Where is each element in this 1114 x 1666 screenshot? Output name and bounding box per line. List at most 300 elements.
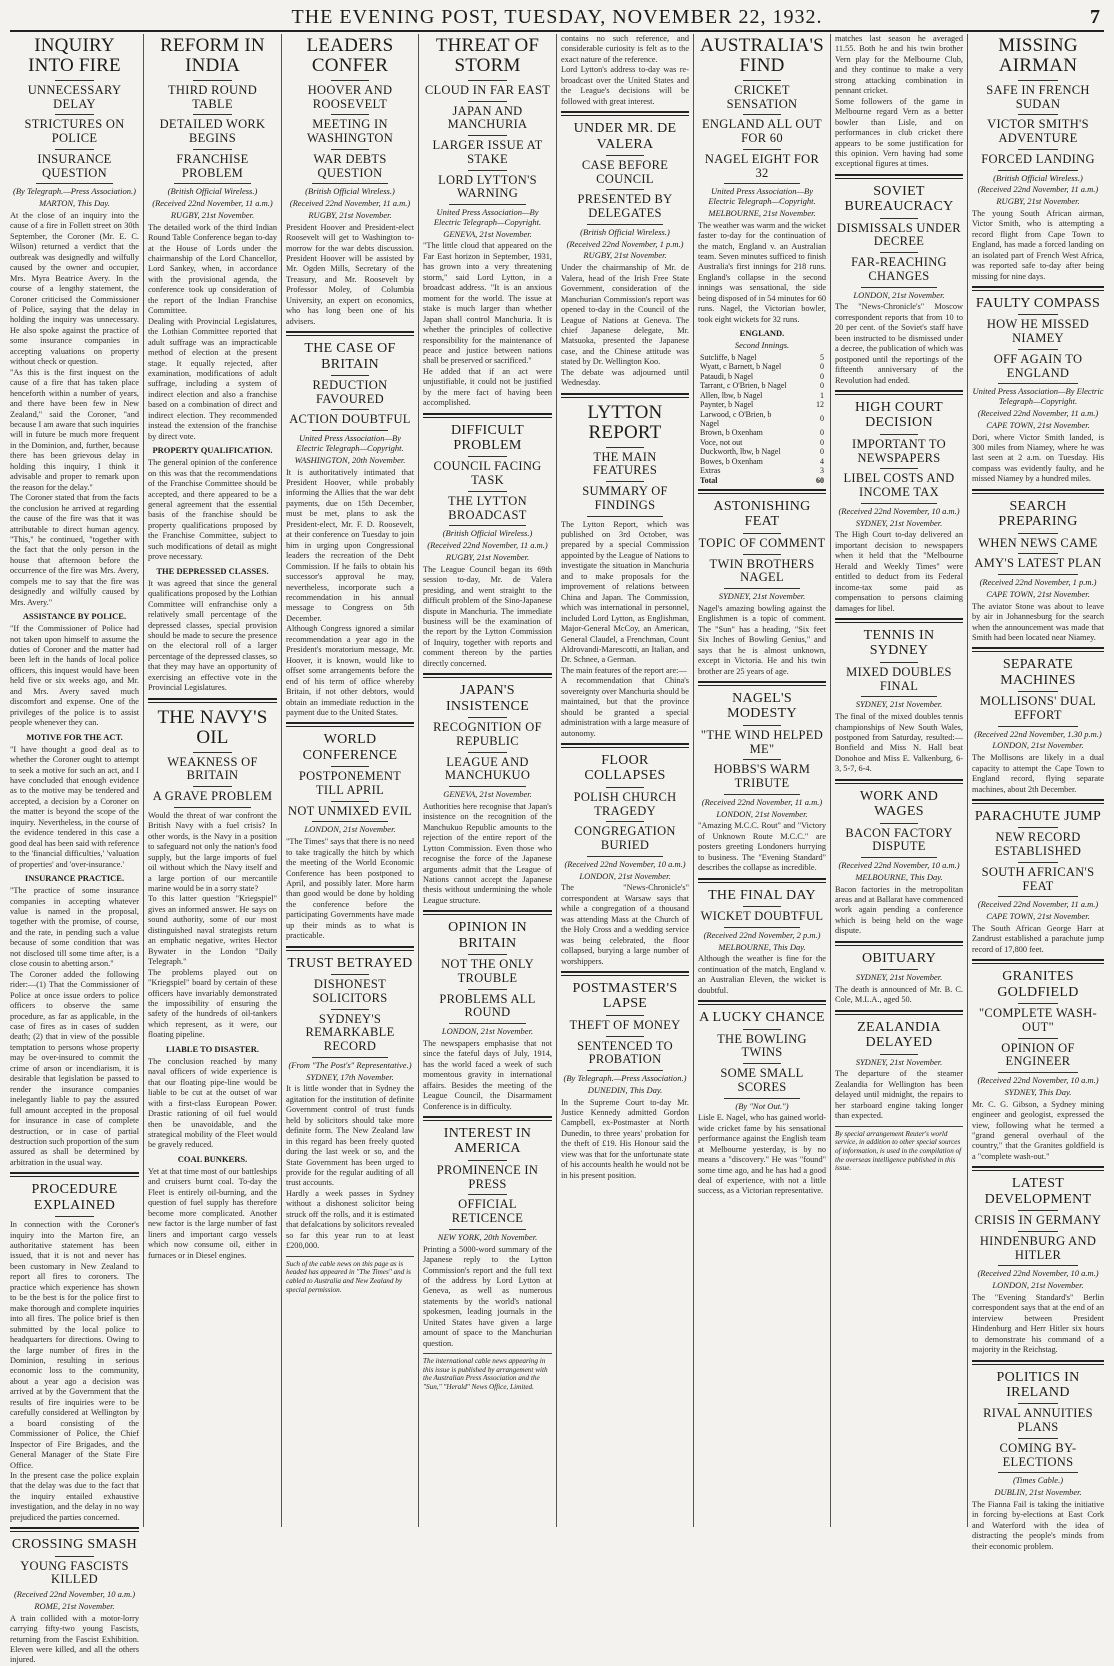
received-line: (Received 22nd November, 11 a.m.) <box>289 198 411 209</box>
paragraph: In connection with the Coroner's inquiry into the Marton fire, an authoritative statement has been issued, that it is not and never has been customary in New Zealand to report all fires to coroners. The practice which experience has shown to be the best is for the police first to make thorough and complete inquiries into all fires. The police brief is then submitted by the local police to headquarters for directions. Owing to the large number of fires in the Dominion, resulting in serious economic loss to the community, about a year ago a decision was arrived at by the Government that the results of fire inquiries were to be carefully considered at Wellington by a board consisting of the Commissioner of Police, the Chief Inspector of Fire Brigades, and the General Manager of the State Fire Office. <box>10 1220 139 1470</box>
paragraph: The "Evening Standard's" Berlin correspondent says that at the end of an interview between President Hindenburg and Herr Hitler six hours to demonstrate his command of a majority in the Reichstag. <box>972 1292 1104 1355</box>
subheading: THE DEPRESSED CLASSES. <box>156 565 269 576</box>
dateline: GENEVA, 21st November. <box>443 789 532 800</box>
paragraph: Would the threat of war confront the British Navy with a fuel crisis? In other words, is the Navy in a position to safeguard not only the nation's food supply, but the large imports of fuel oil without which the Navy itself and a large portion of our mercantile marine would be in a sorry state? <box>148 810 277 893</box>
subheading: COAL BUNKERS. <box>177 1153 248 1164</box>
scorecard-table <box>698 353 826 485</box>
article-parachute-jump <box>972 809 1104 955</box>
credit: (British Official Wireless.) <box>305 186 395 197</box>
deck: PROMINENCE IN PRESS <box>436 1162 539 1191</box>
deck: RIVAL ANNUITIES PLANS <box>983 1406 1093 1435</box>
table-row <box>698 466 826 475</box>
deck: COUNCIL FACING TASK <box>433 459 542 488</box>
headline: GRANITES GOLDFIELD <box>997 969 1079 1000</box>
dateline: MARTON, This Day. <box>39 198 110 209</box>
column-8 <box>967 34 1108 1551</box>
paragraph: The conclusion reached by many naval officers of wide experience is that our floating pipe-line would be liable to be cut at the outset of war with a first-class European Power. Drastic rationing of oil fuel would then be unavoidable, and the strategical mobility of the Fleet would be gravely reduced. <box>148 1056 277 1150</box>
runs: 5 <box>820 352 824 362</box>
dateline: MELBOURNE, This Day. <box>855 871 943 882</box>
credit: (From "The Post's" Representative.) <box>288 1059 412 1070</box>
deck: POSTPONEMENT TILL APRIL <box>298 769 402 797</box>
subheading: ASSISTANCE BY POLICE. <box>22 611 127 622</box>
article-the-navys-oil <box>148 708 277 1261</box>
credit: (By Telegraph.—Press Association.) <box>13 186 136 197</box>
subheading: INSURANCE PRACTICE. <box>24 873 125 884</box>
dateline: DUBLIN, 21st November. <box>994 1487 1082 1498</box>
paragraph: Dori, where Victor Smith landed, is 300 miles from Niamey, where he was last seen at 2 a.m. on Tuesday. His compass was evidently faulty, and he missed Niamey by a hundred miles. <box>972 432 1104 484</box>
paragraph: The League Council began its 69th session to-day, Mr. de Valera presiding, and went straight to the difficult problem of the Sino-Japanese dispute in Manchuria. The immediate business will be the examination of the report by the Lytton Commission of Inquiry, together with reports and comment thereon by the parties directly concerned. <box>423 564 552 668</box>
received-line: (Received 22nd November, 1.30 p.m.) <box>974 728 1102 739</box>
article-astonishing-feat <box>698 499 826 677</box>
received-line: (Received 22nd November, 1 p.m.) <box>979 577 1097 588</box>
received-line: (Received 22nd November, 10 a.m.) <box>564 858 686 869</box>
dateline: SYDNEY, 21st November. <box>855 699 943 710</box>
headline: ASTONISHING FEAT <box>713 499 811 530</box>
article-work-and-wages <box>835 789 963 937</box>
received-line: (Received 22nd November, 11 a.m.) <box>977 408 1099 419</box>
deck: SOUTH AFRICAN'S FEAT <box>981 864 1095 893</box>
dateline: RUGBY, 21st November. <box>170 209 255 220</box>
dateline: SYDNEY, 17th November. <box>306 1071 394 1082</box>
dateline: LONDON, 21st November. <box>304 824 396 835</box>
deck: SAFE IN FRENCH SUDAN <box>986 82 1090 111</box>
dateline: MELBOURNE, This Day. <box>718 941 806 952</box>
deck: INSURANCE QUESTION <box>37 151 112 180</box>
paragraph: He added that if an act were unjustifiable, it could not be justified by the mere fact of having been accomplished. <box>423 366 552 408</box>
scorecard-title: ENGLAND. <box>739 328 785 339</box>
dateline: NEW YORK, 20th November. <box>437 1231 538 1242</box>
subheading: MOTIVE FOR THE ACT. <box>26 731 123 742</box>
deck: STRICTURES ON POLICE <box>24 117 125 146</box>
headline: A LUCKY CHANCE <box>699 1010 825 1026</box>
received-line: (Received 22nd November, 10 a.m.) <box>838 860 960 871</box>
headline: AUSTRALIA'S FIND <box>700 35 824 76</box>
deck: THEFT OF MONEY <box>569 1017 681 1032</box>
deck: VICTOR SMITH'S ADVENTURE <box>987 117 1089 146</box>
batsman: Extras <box>700 466 721 476</box>
deck: TWIN BROTHERS NAGEL <box>709 556 815 585</box>
footnote: The international cable news appearing in this issue is published by arrangement with the Australian Press Association and the "Sun," "Herald" News Office, Limited. <box>423 1353 552 1392</box>
deck: SYDNEY'S REMARKABLE RECORD <box>305 1011 395 1054</box>
headline: HIGH COURT DECISION <box>854 400 944 431</box>
deck: MEETING IN WASHINGTON <box>306 117 394 146</box>
table-row <box>698 362 826 371</box>
newspaper-title: THE EVENING POST, TUESDAY, NOVEMBER 22, 1932. <box>291 6 823 28</box>
batsman: Duckworth, lbw, b Nagel <box>700 447 781 457</box>
footnote: By special arrangement Reuter's world service, in addition to other special sources of information, is used in the compilation of the overseas intelligence published in this issue. <box>835 1126 963 1173</box>
deck: ACTION DOUBTFUL <box>289 412 411 427</box>
received-line: (Received 22nd November, 10 a.m.) <box>977 1075 1099 1086</box>
headline: TENNIS IN SYDNEY <box>863 628 935 659</box>
article-politics-in-ireland <box>972 1370 1104 1553</box>
dateline: ROME, 21st November. <box>34 1600 115 1611</box>
deck: FORCED LANDING <box>981 151 1095 166</box>
paragraph: The departure of the steamer Zealandia for Wellington has been delayed until midnight, the repairs to her starboard engine taking longer than expected. <box>835 1069 963 1121</box>
article-japans-insistence <box>423 683 552 906</box>
table-row-total <box>698 476 826 485</box>
article-inquiry-into-fire <box>10 36 139 1168</box>
headline: SEARCH PREPARING <box>998 498 1078 530</box>
deck: THE LYTTON BROADCAST <box>448 493 527 522</box>
paragraph: The debate was adjourned until Wednesday. <box>561 367 689 388</box>
deck: DETAILED WORK BEGINS <box>159 117 266 146</box>
dateline: SYDNEY, 21st November. <box>855 1056 943 1067</box>
deck: NOT THE ONLY TROUBLE <box>441 957 534 985</box>
deck: CLOUD IN FAR EAST <box>424 82 551 97</box>
paragraph: Dealing with Provincial Legislatures, the Lothian Committee reported that adult suffrage was an impracticable method of election at the present stage. It equally rejected, after examination, modifications of adult suffrage, including a system of indirect election and also a franchise based on a combination of direct and indirect election. They recommended instead the extension of the franchise by direct vote. <box>148 316 277 441</box>
dateline: WASHINGTON, 20th November. <box>294 454 406 465</box>
headline: PARACHUTE JUMP <box>974 809 1102 825</box>
credit: (British Official Wireless.) <box>167 186 258 197</box>
headline: SEPARATE MACHINES <box>1000 657 1076 688</box>
headline: THE CASE OF BRITAIN <box>304 341 396 372</box>
paragraph: The South African George Harr at Zandrust established a parachute jump record of 17,800 feet. <box>972 923 1104 954</box>
deck: HINDENBURG AND HITLER <box>979 1233 1097 1262</box>
article-granites-goldfield <box>972 969 1104 1162</box>
deck: PRESENTED BY DELEGATES <box>577 192 673 221</box>
dateline: CAPE TOWN, 21st November. <box>986 911 1090 922</box>
paragraph: The general opinion of the conference on this was that the recommendations of the Franchise Committee should be accepted, and there appeared to be a general agreement that the essential basis of the franchise should be property qualifications proposed by the Franchise Committee, subject to such modifications of detail as might prove necessary. <box>148 458 277 562</box>
table-row <box>698 400 826 409</box>
paragraph: Mr. C. G. Gibson, a Sydney mining engineer and geologist, expressed the view, following what he termed a "grand general overhaul of the country," that the Granites goldfield is a "complete wash-out." <box>972 1099 1104 1161</box>
table-row <box>698 438 826 447</box>
deck: LEAGUE AND MANCHUKUO <box>444 754 531 783</box>
article-under-mr-de-valera <box>561 121 689 389</box>
dateline: SYDNEY, 21st November. <box>718 591 806 602</box>
subheading: LIABLE TO DISASTER. <box>166 1043 259 1054</box>
paragraph: The Coroner stated that from the facts the conclusion he arrived at regarding the cause of the fire was that it was attributable to direct human agency. "This," he continued, "together with the fact that the only person in the house that afternoon before the occurrence of the fire was Mrs. Avery, compels me to say that the fire was designedly and wilfully caused by Mrs. Avery." <box>10 493 139 607</box>
received-line: (Received 22nd November, 10 a.m.) <box>977 1268 1099 1279</box>
column-3 <box>281 34 418 1527</box>
batsman: Paynter, b Nagel <box>700 400 754 410</box>
paragraph: The aviator Stone was about to leave by air in Johannesburg for the search when the announcement was made that Smith had been located near Niamey. <box>972 601 1104 642</box>
dateline: LONDON, 21st November. <box>716 808 808 819</box>
credit: (By Telegraph.—Press Association.) <box>563 1073 687 1084</box>
headline: UNDER MR. DE VALERA <box>573 121 677 152</box>
deck: UNNECESSARY DELAY <box>27 82 122 111</box>
paragraph: "If the Commissioner of Police had not taken upon himself to assume the duties of Coroner and the matter had been left in the hands of local police officers, this inquest would have been held five or six weeks ago, and Mr. and Mrs. Avery saved much discomfort and expense. One of the privileges of the police is to assist people whenever they can. <box>10 624 139 728</box>
dateline: CAPE TOWN, 21st November. <box>986 419 1090 430</box>
paragraph: The weather was warm and the wicket faster to-day for the continuation of the match, England v. an Australian team. Seven minutes sufficed to finish Australia's first innings for 218 runs. England's collapse in the second innings was sensational, the side being disposed of in 54 minutes for 60 runs. Nagel, the Victorian bowler, took eight wickets for 32 runs. <box>698 220 826 324</box>
page-columns <box>6 34 1108 1665</box>
deck: SOME SMALL SCORES <box>720 1066 804 1094</box>
batsman: Brown, b Oxenham <box>700 428 763 438</box>
article-continuation <box>835 34 963 170</box>
deck: LARGER ISSUE AT STAKE <box>432 138 543 166</box>
paragraph: It was agreed that since the general qualifications proposed by the Lothian Committee will enfranchise only a relatively small percentage of the depressed classes, special provision should be made to secure the presence on the electoral roll of a larger percentage of the depressed classes, so that they may have an opportunity of exercising an effective vote in the Provincial Legislatures. <box>148 578 277 693</box>
scorecard-subtitle: Second Innings. <box>734 340 790 351</box>
dateline: SYDNEY, This Day. <box>1004 1086 1072 1097</box>
column-6 <box>693 34 830 1527</box>
deck: JAPAN AND MANCHURIA <box>447 103 528 132</box>
table-row <box>698 410 826 429</box>
runs: 1 <box>820 390 824 400</box>
paragraph: It is little wonder that in Sydney the agitation for the institution of definite Government control of trust funds held by solicitors should take more definite form. The New Zealand law in this regard has been freely quoted during the last week or so, and the State Government has been urged to provide for the regular auditing of all trust accounts. <box>286 1084 414 1188</box>
credit: United Press Association—By Electric Telegraph—Copyright. <box>708 186 816 207</box>
dateline: GENEVA, 21st November. <box>443 228 532 239</box>
deck: HOBBS'S WARM TRIBUTE <box>713 762 811 791</box>
dateline: RUGBY, 21st November. <box>308 209 392 220</box>
table-row <box>698 381 826 390</box>
headline: PROCEDURE EXPLAINED <box>31 1182 118 1213</box>
deck: NOT UNMIXED EVIL <box>288 803 412 818</box>
paragraph: The "News-Chronicle's" Moscow correspondent reports that from 10 to 20 per cent. of the Soviet's staff have been instructed to be dismissed under a decree, the publication of which was postponed until the reportings of the fifteenth anniversary of the Revolution had ended. <box>835 302 963 385</box>
paragraph: Bacon factories in the metropolitan areas and at Ballarat have commenced work again pending a conference which is being held on the wage dispute. <box>835 884 963 936</box>
headline: POSTMASTER'S LAPSE <box>572 981 678 1012</box>
runs: 0 <box>820 447 824 457</box>
table-row <box>698 391 826 400</box>
paragraph: To this latter question "Kriegspiel" gives an informed answer. He says on sound authority, some of our most distinguished naval strategists return an emphatic negative, writes Hector Bywater in the London "Daily Telegraph." <box>148 894 277 967</box>
paragraph: Hardly a week passes in Sydney without a dishonest solicitor being struck off the rolls, and it is estimated that defalcations by solicitors revealed so far this year run to at least £200,000. <box>286 1188 414 1251</box>
deck: LORD LYTTON'S WARNING <box>438 172 537 201</box>
credit: United Press Association—By Electric Telegraph—Copyright. <box>972 386 1104 407</box>
deck: FAR-REACHING CHANGES <box>851 255 947 283</box>
runs: 0 <box>820 428 824 438</box>
headline: LATEST DEVELOPMENT <box>984 1176 1092 1207</box>
paragraph: The young South African airman, Victor Smith, who is attempting a record flight from Cape Town to England, has made a forced landing on an isolated part of French West Africa, was reported safe to-day after being missing for nine days. <box>972 208 1104 281</box>
headline: CROSSING SMASH <box>11 1537 138 1553</box>
article-obituary <box>835 951 963 1006</box>
headline: THE FINAL DAY <box>708 887 816 903</box>
column-7 <box>830 34 967 1527</box>
deck: WEAKNESS OF BRITAIN <box>167 754 258 783</box>
paragraph: The problems played out on "Kriegspiel" board by certain of these officers have invariably demonstrated the impossibility of ensuring the safety of the hundreds of oil-tankers which represent, as it were, our floating pipeline. <box>148 967 277 1040</box>
headline: SOVIET BUREAUCRACY <box>844 183 954 215</box>
paragraph: The death is announced of Mr. B. C. Cole, M.L.A., aged 50. <box>835 985 963 1005</box>
deck: MOLLISONS' DUAL EFFORT <box>979 694 1097 722</box>
article-crossing-smash <box>10 1537 139 1666</box>
batsman: Larwood, c O'Brien, b Nagel <box>700 409 772 429</box>
paragraph: The Mollisons are likely in a dual capacity to attempt the Cape Town to England record, flying separate machines, about 2th December. <box>972 753 1104 794</box>
received-line: (Received 22nd November, 11 a.m.) <box>977 184 1099 195</box>
headline: FLOOR COLLAPSES <box>584 753 666 784</box>
deck: THE MAIN FEATURES <box>592 449 658 478</box>
received-line: (Received 22nd November, 11 a.m.) <box>427 540 548 551</box>
paragraph: The final of the mixed doubles tennis championships of New South Wales, postponed from Saturday, resulted:—Bonfield and Miss N. Hall beat Donohoe and Miss E. Valkenburg, 6-3, 5-7, 6-4. <box>835 712 963 774</box>
runs: 0 <box>820 381 824 391</box>
credit: (Times Cable.) <box>1012 1475 1064 1486</box>
received-line: (Received 22nd November, 1 p.m.) <box>566 238 684 249</box>
deck: OFF AGAIN TO ENGLAND <box>993 351 1083 380</box>
deck: NAGEL EIGHT FOR 32 <box>704 151 820 180</box>
deck: AMY'S LATEST PLAN <box>974 556 1102 571</box>
paragraph: A train collided with a motor-lorry carrying fifty-two young Fascists, returning from the Fascist Exhibition. Eleven were killed, and all the others injured. <box>10 1613 139 1665</box>
deck: FRANCHISE PROBLEM <box>176 151 249 180</box>
paragraph: "The Times" says that there is no need to take tragically the hitch by which the meeting of the World Economic Conference has been postponed to April, and possibly later. More harm than good would be done by holding the conference before the participating Governments have made up their minds as to what is practicable. <box>286 837 414 941</box>
paragraph: President Hoover and President-elect Roosevelt will get to Washington to-morrow for the war debts discussion. President Hoover will be assisted by Mr. Ogden Mills, Secretary of the Treasury, and Mr. Roosevelt by Professor Moley, of Columbia University, an expert on economics, who has long been one of his advisers. <box>286 222 414 326</box>
batsman: Wyatt, c Barnett, b Nagel <box>700 362 782 372</box>
batsman: Tarrant, c O'Brien, b Nagel <box>700 381 787 391</box>
deck: SUMMARY OF FINDINGS <box>582 484 668 512</box>
article-australias-find <box>698 36 826 485</box>
article-tennis-in-sydney <box>835 628 963 775</box>
dateline: MELBOURNE, 21st November. <box>708 207 816 218</box>
deck: A GRAVE PROBLEM <box>152 789 273 804</box>
headline: MISSING AIRMAN <box>998 35 1078 76</box>
runs: 0 <box>820 371 824 381</box>
credit: United Press Association—By Electric Telegraph—Copyright. <box>433 207 542 227</box>
deck: WAR DEBTS QUESTION <box>313 151 387 180</box>
deck: "COMPLETE WASH-OUT" <box>978 1006 1098 1034</box>
paragraph: Printing a 5000-word summary of the Japanese reply to the Lytton Commission's report and the full text of the address by Lord Lytton at Geneva, as well as numerous statements by the world's national spokesmen, leading journals in the United States have given a large amount of space to the Manchurian question. <box>423 1244 552 1348</box>
deck: POLISH CHURCH TRAGEDY <box>573 789 677 818</box>
deck: HOW HE MISSED NIAMEY <box>986 317 1090 346</box>
column-1 <box>6 34 143 1665</box>
batsman: Sutcliffe, b Nagel <box>700 352 757 362</box>
paragraph: The newspapers emphasise that not since the fateful days of July, 1914, has the world faced a week of such momentous gravity in international affairs. Besides the meeting of the League Council, the Disarmament Conference is in difficulty. <box>423 1038 552 1111</box>
dateline: DUNEDIN, This Day. <box>587 1084 663 1095</box>
table-row <box>698 353 826 362</box>
deck: RECOGNITION OF REPUBLIC <box>433 720 542 748</box>
received-line: (Received 22nd November, 10 a.m.) <box>13 1589 136 1600</box>
paragraph: The "News-Chronicle's" correspondent at Warsaw says that while a congregation of a thousand was attending Mass at the Church of the Holy Cross and a wedding service was being celebrated, the floor collapsed, burying a large number of worshippers. <box>561 883 689 966</box>
runs: 0 <box>820 414 824 424</box>
headline: INTEREST IN AMERICA <box>443 1126 532 1157</box>
headline: NAGEL'S MODESTY <box>727 691 797 722</box>
deck: REDUCTION FAVOURED <box>312 377 388 406</box>
dateline: LONDON, 21st November. <box>992 1280 1084 1291</box>
article-high-court-decision <box>835 400 963 614</box>
batsman: Pataudi, b Nagel <box>700 371 754 381</box>
paragraph: The Coroner added the following rider:—(1) That the Commissioner of Police at once issue orders to police officers to observe the same procedure, as far as applicable, in the case of fires as in cases of sudden death; (2) that in view of the possible temptation to persons whose property may be over-insured to commit the crime of arson or incendiarism, it is desirable that legislation be passed to render the insurance companies inelegantly liable to pay the assured full amount accepted in the proposal for insurance in case of complete destruction, or in case of partial destruction such proportion of the sum assured as shall be determined by arbitration in the usual way. <box>10 969 139 1167</box>
deck: NEW RECORD ESTABLISHED <box>994 830 1082 859</box>
article-leaders-confer <box>286 36 414 327</box>
article-postmasters-lapse <box>561 981 689 1181</box>
total-label: Total <box>700 475 718 485</box>
deck: ENGLAND ALL OUT FOR 60 <box>702 117 822 146</box>
received-line: (Received 22nd November, 11 a.m.) <box>701 796 823 807</box>
headline: WORK AND WAGES <box>859 788 939 820</box>
page-number: 7 <box>1090 6 1100 28</box>
paragraph: Yet at that time most of our battleships and cruisers burnt coal. To-day the Fleet is entirely oil-burning, and the question of fuel supply has therefore become more complicated. Another new factor is the large number of fast liners and important cargo vessels which now consume oil, either in furnaces or in Diesel engines. <box>148 1166 277 1260</box>
paragraph: In the present case the police explain that the delay was due to the fact that the inquiry entailed exhaustive investigation, and the delay in no way prejudiced the parties concerned. <box>10 1470 139 1522</box>
batsman: Bowes, b Oxenham <box>700 456 763 466</box>
received-line: (Received 22nd November, 10 a.m.) <box>838 505 960 516</box>
paragraph: "I have thought a good deal as to whether the Coroner ought to attempt to seek a motive for such an act, and I have concluded that enough evidence as to the motive may be tendered and accepted, a decision by a Coroner on the matter is beyond the scope of the inquiry. Nevertheless, in the course of the evidence tendered in this case a good deal has been said with reference to the 'financial difficulties,' 'valuation of properties' and 'over-insurance.' <box>10 744 139 869</box>
dateline: RUGBY, 21st November. <box>583 250 667 261</box>
headline: WORLD CONFERENCE <box>302 732 398 763</box>
deck: TOPIC OF COMMENT <box>698 535 826 550</box>
deck: HOOVER AND ROOSEVELT <box>307 82 393 111</box>
article-trust-betrayed <box>286 956 414 1252</box>
dateline: RUGBY, 21st November. <box>445 551 530 562</box>
table-row <box>698 447 826 456</box>
deck: THIRD ROUND TABLE <box>167 82 258 111</box>
masthead <box>10 4 1104 32</box>
article-continuation <box>561 34 689 107</box>
article-latest-development <box>972 1176 1104 1355</box>
article-world-conference <box>286 732 414 941</box>
credit: (British Official Wireless.) <box>442 528 533 539</box>
article-separate-machines <box>972 657 1104 795</box>
dateline: LONDON, 21st November. <box>441 1026 534 1037</box>
paragraph: "The little cloud that appeared on the Far East horizon in September, 1931, has grown into a very threatening storm," said Lord Lytton, in a broadcast address. "It is an anxious moment for the world. The issue at stake is much larger than whether Japan shall control Manchuria. It is whether the principles of collective responsibility for the maintenance of peace and justice between nations shall be preserved or sacrificed." <box>423 241 552 366</box>
table-row <box>698 457 826 466</box>
article-floor-collapses <box>561 753 689 967</box>
paragraph: Lisle E. Nagel, who has gained world-wide cricket fame by his sensational performance against the English team at Melbourne yesterday, is by no means a "discovery." He was "found" some time ago, and he has had a good deal of experience, with not a little success, as a Victorian representative. <box>698 1113 826 1196</box>
paragraph: In the Supreme Court to-day Mr. Justice Kennedy admitted Gordon Campbell, ex-Postmaster at North Dunedin, to three years' probation for the theft of £19. His Honour said the view was that for the unfortunate state of his accounts health he would not be in his present position. <box>561 1097 689 1180</box>
deck: OPINION OF ENGINEER <box>1001 1040 1075 1069</box>
article-threat-of-storm <box>423 36 552 409</box>
subheading: PROPERTY QUALIFICATION. <box>152 445 273 456</box>
deck: WICKET DOUBTFUL <box>700 909 824 924</box>
paragraph: "As this is the first inquest on the cause of a fire that has taken place henceforth within a number of years, and there have been few in New Zealand," said the Coroner, "and because I am aware that such inquiries will in future be much more frequent in the Dominion, and, further, because there has been grievous delay in holding this inquiry, I think it advisable and proper to remark upon the reason for the delay." <box>10 367 139 492</box>
headline: ZEALANDIA DELAYED <box>857 1019 941 1051</box>
paragraph: It is authoritatively intimated that President Hoover, while probably informing the Allies that the war debt payments, due on 15th December, must be met, plans to ask the President-elect, Mr. F. D. Roosevelt, at their conference on Tuesday to join him in urging upon Congressional leaders the recreation of the Debt Commission. If he fails to obtain his successor's approval he may, nevertheless, incorporate such a recommendation in his annual message to Congress on 5th December. <box>286 467 414 623</box>
table-row <box>698 372 826 381</box>
deck: YOUNG FASCISTS KILLED <box>20 1558 129 1587</box>
headline: JAPAN'S INSISTENCE <box>445 683 530 714</box>
headline: THREAT OF STORM <box>435 35 540 76</box>
paragraph: contains no such reference, and considerable curiosity is felt as to the exact nature of the reference. <box>561 34 689 64</box>
paragraph: The Lytton Report, which was published on 3rd October, was prepared by a special Commission appointed by the League of Nations to investigate the situation in Manchuria and to make proposals for the improvement of relations between China and Japan. The Commission, which was international in personnel, included Lord Lytton, as Englishman, Major-General McCoy, an American, General Claudel, a Frenchman, Count Aldrovandi-Marescotti, an Italian, and Dr. Schnee, a German. <box>561 519 689 665</box>
runs: 3 <box>820 466 824 476</box>
headline: TRUST BETRAYED <box>287 955 413 971</box>
credit: United Press Association—By Electric Telegraph—Copyright. <box>296 433 404 453</box>
runs: 12 <box>816 400 824 410</box>
runs: 0 <box>820 437 824 447</box>
credit: (British Official Wireless.) <box>993 172 1083 183</box>
paragraph: Some followers of the game in Melbourne regard Vern as a better bowler than Lisle, and on performances in club cricket there appears to be some justification for this opinion. Vern having had some exceptional figures at times. <box>835 96 963 169</box>
article-the-final-day <box>698 888 826 996</box>
headline: THE NAVY'S OIL <box>157 706 268 748</box>
deck: THE BOWLING TWINS <box>717 1031 807 1060</box>
deck: CASE BEFORE COUNCIL <box>581 157 669 186</box>
deck: CONGREGATION BURIED <box>574 824 676 853</box>
column-5 <box>556 34 693 1527</box>
paragraph: Authorities here recognise that Japan's insistence on the recognition of the Manchukuo Republic amounts to the rejection of the entire report of the Lytton Commission. Even those who recognise the force of the Japanese arguments admit that the League of Nations cannot accept the Japanese thesis without undermining the whole League structure. <box>423 801 552 905</box>
deck: MIXED DOUBLES FINAL <box>846 664 952 693</box>
paragraph: Although Congress ignored a similar recommendation a year ago in the President's moratorium message, Mr. Hoover, it is known, would like to offset some arrangements before the end of his term of office whereby Britain, if not other debtors, would obtain an immediate reduction in the payment due to the United States. <box>286 624 414 717</box>
headline: INQUIRY INTO FIRE <box>28 35 121 76</box>
headline: OPINION IN BRITAIN <box>448 920 527 951</box>
column-2 <box>143 34 281 1527</box>
paragraph: A recommendation that China's sovereignty over Manchuria should be maintained, but that the province should be granted a special administration with a large measure of autonomy. <box>561 676 689 738</box>
article-opinion-in-britain <box>423 920 552 1112</box>
deck: IMPORTANT TO NEWSPAPERS <box>852 436 946 465</box>
headline: OBITUARY <box>862 950 936 966</box>
batsman: Voce, not out <box>700 437 743 447</box>
article-interest-in-america <box>423 1126 552 1349</box>
headline: LYTTON REPORT <box>587 401 663 443</box>
received-line: (Received 22nd November, 2 p.m.) <box>703 929 821 940</box>
paragraph: The High Court to-day delivered an important decision to newspapers when it held that the "Melbourne Herald and Weekly Times" were entitled to deduct from its Federal income-tax some paid as compensation to persons claiming damages for libel. <box>835 530 963 613</box>
article-zealandia-delayed <box>835 1020 963 1122</box>
column-4 <box>418 34 556 1527</box>
article-lytton-report <box>561 403 689 739</box>
deck: OFFICIAL RETICENCE <box>451 1197 524 1226</box>
article-a-lucky-chance <box>698 1010 826 1197</box>
headline: FAULTY COMPASS <box>975 296 1101 312</box>
dateline: SYDNEY, 21st November. <box>855 517 943 528</box>
headline: LEADERS CONFER <box>306 35 394 76</box>
deck: PROBLEMS ALL ROUND <box>439 991 536 1020</box>
deck: DISMISSALS UNDER DECREE <box>837 220 961 249</box>
paragraph: The main features of the report are:— <box>561 665 687 675</box>
headline: REFORM IN INDIA <box>160 35 265 76</box>
deck: CRICKET SENSATION <box>726 82 798 111</box>
paragraph: matches last season he averaged 11.55. Both he and his twin brother Vern play for the Melbourne Club, and they continue to make a very strong attacking combination in pennant cricket. <box>835 34 963 96</box>
article-nagels-modesty <box>698 691 826 874</box>
deck: BACON FACTORY DISPUTE <box>845 825 953 854</box>
table-row <box>698 428 826 437</box>
paragraph: At the close of an inquiry into the cause of a fire in Follett street on 30th September, the Coroner (Mr. E. C. Wilson) returned a verdict that the outbreak was designedly and wilfully caused by the owner and occupier, Mrs. Myra Beatrice Avery. In the course of a lengthy statement, the Coroner criticised the Commissioner of Police, saying that the delay in holding the inquiry was unnecessary. He also spoke against the practice of some insurance companies in accepting valuations on property without check or question. <box>10 210 139 367</box>
paragraph: Nagel's amazing bowling against the Englishmen is a topic of comment. The "Sun" has a heading, "Six feet Six Inches of Bowling Genius," and says that he is almost unknown, except in Victoria. He and his twin brother are 25 years of age. <box>698 603 826 676</box>
article-procedure-explained <box>10 1182 139 1523</box>
article-search-preparing <box>972 499 1104 644</box>
deck: CRISIS IN GERMANY <box>974 1213 1102 1228</box>
paragraph: "Amazing M.C.C. Rout" and "Victory of Unknown Route M.C.C." are posters greeting Londoners hurrying to business. The "Evening Standard" describes the collapse as incredible. <box>698 821 826 873</box>
